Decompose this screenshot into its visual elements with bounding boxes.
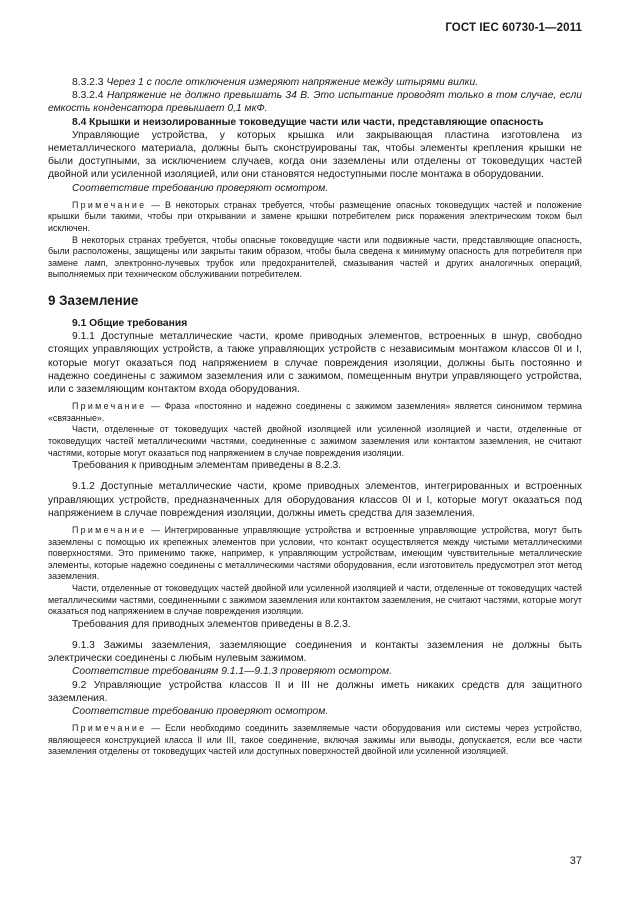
clause-8-3-2-3: [48, 76, 582, 89]
subsection-heading-9-1: 9.1 Общие требования: [72, 317, 188, 329]
clause-9-1-3: 9.1.3 Зажимы заземления, заземляющие соединения и контакты заземления не должны быть электрически соединены с любым нулевым зажимом.: [48, 639, 582, 665]
note-paragraph: В некоторых странах требуется, чтобы опасные токоведущие части или подвижные части, представляющие опасность, были расположены, защищены или закрыты таким образом, чтобы была сведена к минимуму опасность для потребителя при замене ламп, электронно-лучевых трубок или предохранителей, смазывания частей и других аналогичных операций, выполняемых при техническом обслуживании потребителем.: [48, 234, 582, 280]
note: [48, 200, 582, 235]
note: [48, 401, 582, 424]
note-label: Примечание: [72, 401, 147, 412]
clause-number: 8.3.2.4: [72, 90, 104, 102]
clause-9-2: 9.2 Управляющие устройства классов II и III не должны иметь никаких средств для защитного заземления.: [48, 679, 582, 704]
clause-9-1-1: 9.1.1 Доступные металлические части, кроме приводных элементов, встроенных в шнур, свободно стоящих управляющих устройств, а также управляющих устройств с независимым монтажом классов 0I и I, которые могут оказаться под напряжением в случае повреждения изоляции, должны быть постоянно и надежно соединены с зажимом заземления или с зажимом, помещенным внутри управляющего устройства, или с заземляющим контактом входа оборудования.: [48, 331, 582, 395]
compliance-check: Соответствие требованию проверяют осмотром.: [72, 705, 329, 717]
section-heading-9: 9 Заземление: [48, 292, 139, 308]
paragraph: Требования к приводным элементам приведены в 8.2.3.: [72, 460, 342, 472]
clause-text: Напряжение не должно превышать 34 В. Это испытание проводят только в том случае, если емкость конденсатора превышает 0,1 мкФ.: [48, 90, 582, 115]
compliance-check: Соответствие требованиям 9.1.1—9.1.3 проверяют осмотром.: [72, 666, 392, 678]
note-text: — Интегрированные управляющие устройства и встроенные управляющие устройства, могут быть заземлены с помощью их крепежных элементов при условии, что контакт осуществляется между чистыми металлическими поверхностями. Это применимо также, например, к управляющим устройствам, имеющим чувствительные металлические элементы, которые надежно соединены с металлическими частями оборудования, если изготовитель предусмотрел этот метод заземления.: [48, 524, 582, 582]
note-label: Примечание: [72, 199, 147, 210]
note-paragraph: Части, отделенные от токоведущих частей двойной или усиленной изоляцией и части, отделенные от токоведущих частей металлическими частями, соединенными с зажимом заземления или контактом заземления, не считают частями, которые могут оказаться под напряжением в случае повреждения изоляции.: [48, 582, 582, 617]
note-label: Примечание: [72, 723, 147, 734]
compliance-check: Соответствие требованию проверяют осмотром.: [72, 182, 329, 194]
clause-number: 8.3.2.3: [72, 77, 104, 88]
clause-8-3-2-4: [48, 89, 582, 115]
subsection-heading-8-4: 8.4 Крышки и неизолированные токоведущие части или части, представляющие опасность: [72, 116, 544, 128]
note: [48, 525, 582, 583]
note: [48, 723, 582, 758]
paragraph: Требования для приводных элементов приведены в 8.2.3.: [72, 618, 351, 630]
clause-text: Через 1 с после отключения измеряют напряжение между штырями вилки.: [103, 77, 479, 88]
paragraph: Управляющие устройства, у которых крышка или закрывающая пластина изготовлена из неметаллического материала, должны быть сконструированы так, чтобы элементы крепления крышки не были доступными, за исключением случаев, когда они заземлены или отделены от токоведущих частей двойной или усиленной изоляцией, или они становятся недоступными после монтажа в оборудовании.: [48, 129, 582, 181]
note-text: — Если необходимо соединить заземляемые части оборудования или системы через устройство, являющееся конструкцией класса II или III, такое соединение, включая зажимы или выводы, допускается, если все части заземления отделены от токоведущих частей или доступных поверхностей двойной или усиленной изоляцией.: [48, 723, 582, 757]
note-label: Примечание: [72, 524, 147, 535]
note-text: — В некоторых странах требуется, чтобы размещение опасных токоведущих частей и положение крышки были такими, чтобы при открывании и замене крышки потребителем риск поражения электрическим током был исключен.: [48, 199, 582, 234]
note-paragraph: Части, отделенные от токоведущих частей двойной изоляцией или усиленной изоляцией и части, отделенные от токоведущих частей металлическими частями, соединенные с зажимом заземления или контактом заземления, не считают частями, которые могут оказаться под напряжением в случае повреждения изоляции.: [48, 424, 582, 458]
page-number: 37: [569, 855, 582, 867]
clause-9-1-2: 9.1.2 Доступные металлические части, кроме приводных элементов, интегрированных и встроенных управляющих устройств, предназначенных для оборудования классов 0I и I, которые могут оказаться под напряжением в случае повреждения изоляции, должны иметь средства для заземления.: [48, 481, 582, 519]
document-header: ГОСТ IEC 60730-1—2011: [445, 22, 582, 34]
document-body: [48, 76, 582, 758]
note-text: — Фраза «постоянно и надежно соединены с зажимом заземления» является синонимом термина «связанные».: [48, 401, 582, 423]
